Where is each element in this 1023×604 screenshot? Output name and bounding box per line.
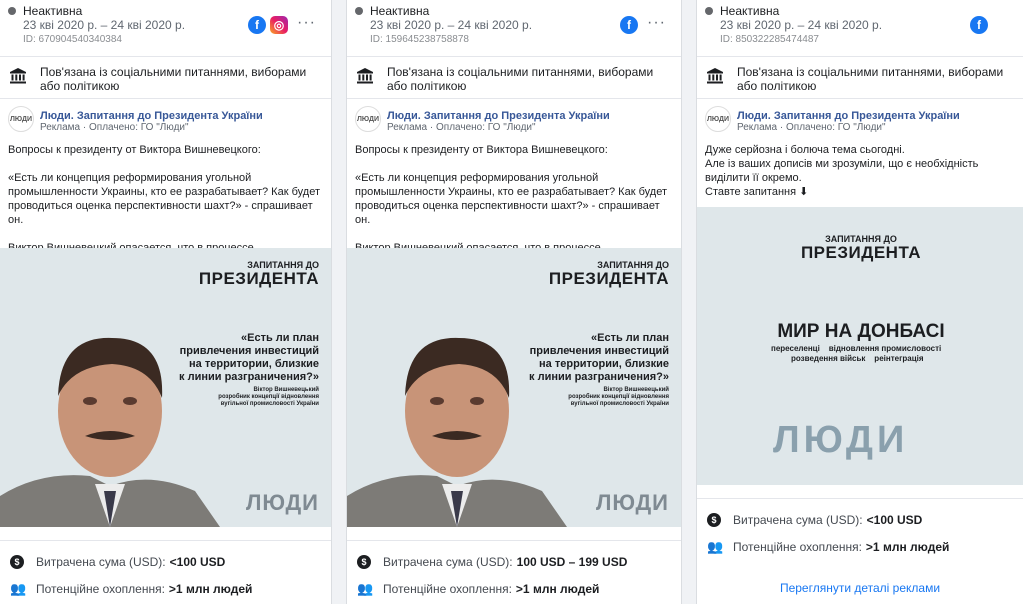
ad-card: [696, 0, 1023, 604]
social-notice-text: Пов'язана із соціальними питаннями, виборами або політикою: [387, 65, 654, 93]
creative-logo: ЛЮДИ: [245, 490, 319, 515]
status: [355, 4, 429, 18]
donbas-tags: розведення військ реінтеграція: [791, 354, 924, 363]
spent-label: Витрачена сума (USD):: [383, 555, 513, 569]
dollar-icon: $: [10, 555, 24, 569]
status-dot-icon: [355, 7, 363, 15]
status-text: Неактивна: [720, 4, 780, 18]
government-building-icon: [356, 67, 374, 85]
status-text: Неактивна: [23, 4, 83, 18]
ad-body-text: Вопросы к президенту от Виктора Вишневецкого: «Есть ли концепция реформирования угольной промышленности Украины, кто ее разрабатывает? Как будет проводиться оценка перспективности шахт?» - спрашивает он.: [8, 144, 320, 226]
advertiser: [697, 99, 1023, 137]
dollar-icon: $: [707, 513, 721, 527]
sponsor-text: Реклама · Оплачено: ГО "Люди": [737, 122, 886, 133]
reach-row: [707, 539, 949, 555]
spent-row: [707, 513, 922, 527]
spent-value: <100 USD: [866, 513, 923, 527]
creative-big-title: ПРЕЗИДЕНТА: [548, 269, 669, 288]
avatar[interactable]: ЛЮДИ: [355, 106, 381, 132]
social-issue-notice: [347, 57, 681, 99]
government-building-icon: [706, 67, 724, 85]
people-icon: 👥: [707, 539, 724, 554]
page-name-link[interactable]: Люди. Запитання до Президента України: [40, 110, 263, 122]
creative-small-title: ЗАПИТАННЯ ДО: [825, 234, 897, 244]
ad-card-header: [0, 0, 331, 57]
reach-label: Потенційне охоплення:: [733, 540, 862, 554]
ad-card: [346, 0, 682, 604]
run-dates: 23 кві 2020 р. – 24 кві 2020 р.: [720, 18, 883, 32]
creative-quote-attribution: Віктор Вишневецький розробник концепції відновлення вугільної промисловості України: [218, 387, 319, 407]
status-text: Неактивна: [370, 4, 430, 18]
social-notice-text: Пов'язана із соціальними питаннями, виборами або політикою: [40, 65, 307, 93]
social-issue-notice: [0, 57, 331, 99]
creative-logo: ЛЮДИ: [773, 419, 909, 461]
people-icon: 👥: [357, 581, 374, 596]
ad-creative-image[interactable]: [347, 248, 682, 527]
ad-id: ID: 159645238758878: [370, 34, 469, 45]
ad-body-text: Вопросы к президенту от Виктора Вишневецкого: «Есть ли концепция реформирования угольной промышленности Украины, кто ее разрабатывает? Как будет проводиться оценка перспективности шахт?» - спрашивает он.: [355, 144, 667, 226]
facebook-icon: f: [248, 16, 266, 34]
page-name-link[interactable]: Люди. Запитання до Президента України: [387, 110, 610, 122]
social-notice-text: Пов'язана із соціальними питаннями, виборами або політикою: [737, 65, 1004, 93]
spent-label: Витрачена сума (USD):: [36, 555, 166, 569]
run-dates: 23 кві 2020 р. – 24 кві 2020 р.: [370, 18, 533, 32]
spent-value: <100 USD: [169, 555, 226, 569]
platforms: [248, 16, 288, 34]
donbas-tags: переселенці відновлення промисловості: [771, 344, 942, 353]
ad-stats: [347, 540, 681, 604]
ad-id: ID: 850322285474487: [720, 34, 819, 45]
creative-quote: «Есть ли план привлечения инвестиций на территории, близкие к линии разграничения?»: [529, 332, 669, 383]
advertiser: [0, 99, 331, 137]
creative-quote: «Есть ли план привлечения инвестиций на территории, близкие к линии разграничения?»: [179, 332, 319, 383]
facebook-icon: f: [970, 16, 988, 34]
avatar[interactable]: ЛЮДИ: [8, 106, 34, 132]
ad-id: ID: 670904540340384: [23, 34, 122, 45]
status-dot-icon: [8, 7, 16, 15]
spent-row: [10, 555, 225, 569]
ad-card: [0, 0, 332, 604]
see-ad-details-link[interactable]: Переглянути деталі реклами: [779, 581, 941, 595]
status: [8, 4, 82, 18]
donbas-title: МИР НА ДОНБАСІ: [777, 321, 945, 342]
ad-creative-image[interactable]: [0, 248, 332, 527]
creative-small-title: ЗАПИТАННЯ ДО: [597, 260, 669, 270]
creative-small-title: ЗАПИТАННЯ ДО: [247, 260, 319, 270]
dollar-icon: $: [357, 555, 371, 569]
reach-row: [10, 581, 252, 597]
government-building-icon: [9, 67, 27, 85]
sponsor-text: Реклама · Оплачено: ГО "Люди": [40, 122, 189, 133]
reach-value: >1 млн людей: [515, 582, 600, 596]
social-issue-notice: [697, 57, 1023, 99]
facebook-icon: f: [620, 16, 638, 34]
platforms: [620, 16, 638, 34]
reach-label: Потенційне охоплення:: [36, 582, 165, 596]
run-dates: 23 кві 2020 р. – 24 кві 2020 р.: [23, 18, 186, 32]
reach-row: [357, 581, 599, 597]
ad-card-header: [697, 0, 1023, 57]
creative-big-title: ПРЕЗИДЕНТА: [198, 269, 319, 288]
ad-stats: [0, 540, 331, 604]
status-dot-icon: [705, 7, 713, 15]
advertiser: [347, 99, 681, 137]
creative-quote-attribution: Віктор Вишневецький розробник концепції відновлення вугільної промисловості України: [568, 387, 669, 407]
ad-stats: [697, 498, 1023, 604]
people-icon: 👥: [10, 581, 27, 596]
platforms: [970, 16, 988, 34]
creative-logo: ЛЮДИ: [595, 490, 669, 515]
sponsor-text: Реклама · Оплачено: ГО "Люди": [387, 122, 536, 133]
reach-label: Потенційне охоплення:: [383, 582, 512, 596]
page-name-link[interactable]: Люди. Запитання до Президента України: [737, 110, 960, 122]
status: [705, 4, 779, 18]
instagram-icon: ◎: [270, 16, 288, 34]
spent-value: 100 USD – 199 USD: [516, 555, 628, 569]
ad-card-header: [347, 0, 681, 57]
ad-body-text: Дуже серйозна і болюча тема сьогодні. Але із ваших дописів ми зрозуміли, що є необхідність виділити її окремо. Ставте запитання ⬇: [705, 144, 979, 198]
more-options-icon[interactable]: ···: [647, 14, 666, 31]
reach-value: >1 млн людей: [865, 540, 950, 554]
more-options-icon[interactable]: ···: [297, 14, 316, 31]
reach-value: >1 млн людей: [168, 582, 253, 596]
spent-row: [357, 555, 627, 569]
avatar[interactable]: ЛЮДИ: [705, 106, 731, 132]
ad-creative-image[interactable]: [697, 207, 1023, 485]
spent-label: Витрачена сума (USD):: [733, 513, 863, 527]
creative-big-title: ПРЕЗИДЕНТА: [800, 243, 922, 262]
